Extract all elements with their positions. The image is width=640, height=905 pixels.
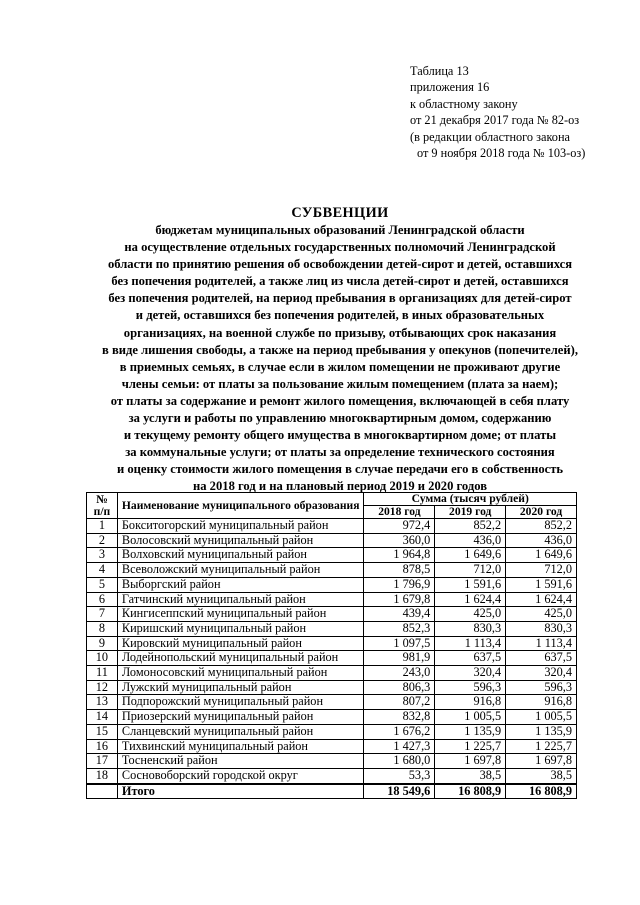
title-line: и детей, оставшихся без попечения родителей, в иных образовательных (135, 308, 545, 323)
amount-2019: 1 225,7 (435, 739, 506, 754)
amount-2020: 916,8 (506, 695, 577, 710)
table-row (87, 680, 577, 695)
municipality-name: Кингисеппский муниципальный район (117, 607, 364, 622)
amount-2018: 806,3 (364, 680, 435, 695)
amount-2020: 1 624,4 (506, 592, 577, 607)
amount-2019: 38,5 (435, 768, 506, 783)
amount-2018: 1 796,9 (364, 577, 435, 592)
municipality-name: Лужский муниципальный район (117, 680, 364, 695)
table-row (87, 519, 577, 534)
row-number: 10 (87, 651, 118, 666)
amount-2020: 1 225,7 (506, 739, 577, 754)
amount-2019: 1 624,4 (435, 592, 506, 607)
municipality-name: Сосновоборский городской округ (117, 768, 364, 783)
title-line: члены семьи: от платы за пользование жилым помещением (плата за наем); (121, 376, 559, 391)
table-row (87, 607, 577, 622)
table-row (87, 666, 577, 681)
table-row (87, 695, 577, 710)
title-line: и оценку стоимости жилого помещения в случае передачи его в собственность (116, 462, 564, 477)
amount-2019: 916,8 (435, 695, 506, 710)
table-row (87, 636, 577, 651)
column-header-number: № п/п (87, 493, 118, 519)
row-number: 8 (87, 621, 118, 636)
table-row (87, 533, 577, 548)
row-number: 16 (87, 739, 118, 754)
document-title (40, 204, 640, 496)
title-description (40, 222, 640, 496)
total-2018: 18 549,6 (364, 784, 435, 799)
amount-2019: 637,5 (435, 651, 506, 666)
title-line: без попечения родителей, на период пребывания в организациях для детей-сирот (108, 291, 572, 306)
total-label: Итого (117, 784, 364, 799)
column-header-sum: Сумма (тысяч рублей) (364, 493, 577, 506)
column-header-name: Наименование муниципального образования (117, 493, 364, 519)
title-line: и текущему ремонту общего имущества в многоквартирном доме; от платы (123, 428, 557, 443)
amount-2018: 807,2 (364, 695, 435, 710)
title-line: бюджетам муниципальных образований Ленинградской области (155, 223, 525, 237)
title-line: в виде лишения свободы, а также на период пребывания у опекунов (попечителей), (102, 342, 578, 357)
header-line-appendix: приложения 16 (410, 80, 490, 95)
amount-2020: 1 697,8 (506, 754, 577, 769)
amount-2018: 1 427,3 (364, 739, 435, 754)
table-header-row (87, 493, 577, 506)
row-number: 2 (87, 533, 118, 548)
row-number: 5 (87, 577, 118, 592)
amount-2018: 1 680,0 (364, 754, 435, 769)
municipality-name: Гатчинский муниципальный район (117, 592, 364, 607)
municipality-name: Волховский муниципальный район (117, 548, 364, 563)
amount-2019: 1 113,4 (435, 636, 506, 651)
amount-2020: 320,4 (506, 666, 577, 681)
municipality-name: Выборгский район (117, 577, 364, 592)
amount-2019: 830,3 (435, 621, 506, 636)
amount-2018: 1 097,5 (364, 636, 435, 651)
amount-2018: 1 679,8 (364, 592, 435, 607)
amount-2019: 436,0 (435, 533, 506, 548)
total-number-cell (87, 784, 118, 799)
municipality-name: Киришский муниципальный район (117, 621, 364, 636)
table-row (87, 710, 577, 725)
row-number: 11 (87, 666, 118, 681)
municipality-name: Бокситогорский муниципальный район (117, 519, 364, 534)
header-line-date: от 21 декабря 2017 года № 82-оз (410, 113, 580, 128)
title-main: СУБВЕНЦИИ (291, 205, 389, 221)
appendix-header (410, 63, 635, 161)
municipality-name: Тосненский район (117, 754, 364, 769)
amount-2019: 1 591,6 (435, 577, 506, 592)
column-header-2020: 2020 год (506, 506, 577, 519)
row-number: 15 (87, 724, 118, 739)
subventions-table (86, 492, 577, 799)
amount-2019: 1 697,8 (435, 754, 506, 769)
total-2019: 16 808,9 (435, 784, 506, 799)
amount-2019: 1 005,5 (435, 710, 506, 725)
municipality-name: Тихвинский муниципальный район (117, 739, 364, 754)
row-number: 4 (87, 563, 118, 578)
row-number: 13 (87, 695, 118, 710)
title-line: в приемных семьях, в случае если в жилом помещении не проживают другие (119, 359, 561, 374)
table-row (87, 621, 577, 636)
amount-2018: 53,3 (364, 768, 435, 783)
municipality-name: Сланцевский муниципальный район (117, 724, 364, 739)
amount-2019: 852,2 (435, 519, 506, 534)
total-row (87, 784, 577, 799)
row-number: 14 (87, 710, 118, 725)
amount-2018: 1 964,8 (364, 548, 435, 563)
amount-2019: 320,4 (435, 666, 506, 681)
municipality-name: Приозерский муниципальный район (117, 710, 364, 725)
row-number: 7 (87, 607, 118, 622)
municipality-name: Всеволожский муниципальный район (117, 563, 364, 578)
title-line: области по принятию решения об освобождении детей-сирот и детей, оставшихся (107, 257, 573, 272)
row-number: 18 (87, 768, 118, 783)
amount-2020: 425,0 (506, 607, 577, 622)
title-line: на осуществление отдельных государственных полномочий Ленинградской (124, 240, 556, 255)
header-line-edition-date: от 9 ноября 2018 года № 103-оз) (417, 146, 586, 161)
amount-2020: 1 649,6 (506, 548, 577, 563)
amount-2019: 1 649,6 (435, 548, 506, 563)
table-row (87, 739, 577, 754)
row-number: 9 (87, 636, 118, 651)
row-number: 17 (87, 754, 118, 769)
municipality-name: Лодейнопольский муниципальный район (117, 651, 364, 666)
amount-2019: 596,3 (435, 680, 506, 695)
table-row (87, 592, 577, 607)
amount-2018: 360,0 (364, 533, 435, 548)
amount-2018: 972,4 (364, 519, 435, 534)
amount-2020: 1 135,9 (506, 724, 577, 739)
amount-2018: 832,8 (364, 710, 435, 725)
municipality-name: Кировский муниципальный район (117, 636, 364, 651)
table-row (87, 754, 577, 769)
amount-2019: 712,0 (435, 563, 506, 578)
table-row (87, 548, 577, 563)
title-line: на 2018 год и на плановый период 2019 и 2020 годов (192, 479, 488, 494)
amount-2020: 1 113,4 (506, 636, 577, 651)
amount-2020: 1 591,6 (506, 577, 577, 592)
row-number: 12 (87, 680, 118, 695)
amount-2019: 1 135,9 (435, 724, 506, 739)
table-body (87, 519, 577, 799)
amount-2018: 981,9 (364, 651, 435, 666)
amount-2018: 439,4 (364, 607, 435, 622)
header-line-table: Таблица 13 (410, 64, 469, 78)
amount-2018: 243,0 (364, 666, 435, 681)
amount-2020: 38,5 (506, 768, 577, 783)
amount-2020: 596,3 (506, 680, 577, 695)
table-row (87, 577, 577, 592)
amount-2019: 425,0 (435, 607, 506, 622)
title-line: без попечения родителей, а также лиц из числа детей-сирот и детей, оставшихся (111, 274, 569, 289)
amount-2020: 830,3 (506, 621, 577, 636)
total-2020: 16 808,9 (506, 784, 577, 799)
table-row (87, 768, 577, 783)
title-line: за услуги и работы по управлению многоквартирным домом, содержанию (128, 411, 552, 426)
amount-2020: 1 005,5 (506, 710, 577, 725)
title-line: за коммунальные услуги; от платы за определение технического состояния (125, 445, 555, 460)
row-number: 3 (87, 548, 118, 563)
row-number: 1 (87, 519, 118, 534)
amount-2020: 436,0 (506, 533, 577, 548)
amount-2020: 852,2 (506, 519, 577, 534)
header-line-law: к областному закону (410, 96, 518, 111)
title-line: организациях, на военной службе по призыву, отбывающих срок наказания (123, 325, 557, 340)
title-line: от платы за содержание и ремонт жилого помещения, включающей в себя плату (110, 393, 570, 408)
amount-2018: 852,3 (364, 621, 435, 636)
column-header-2018: 2018 год (364, 506, 435, 519)
table-row (87, 651, 577, 666)
amount-2018: 1 676,2 (364, 724, 435, 739)
municipality-name: Подпорожский муниципальный район (117, 695, 364, 710)
row-number: 6 (87, 592, 118, 607)
header-line-edition: (в редакции областного закона (410, 129, 570, 144)
amount-2018: 878,5 (364, 563, 435, 578)
column-header-2019: 2019 год (435, 506, 506, 519)
amount-2020: 712,0 (506, 563, 577, 578)
table-row (87, 724, 577, 739)
amount-2020: 637,5 (506, 651, 577, 666)
municipality-name: Ломоносовский муниципальный район (117, 666, 364, 681)
table-row (87, 563, 577, 578)
municipality-name: Волосовский муниципальный район (117, 533, 364, 548)
